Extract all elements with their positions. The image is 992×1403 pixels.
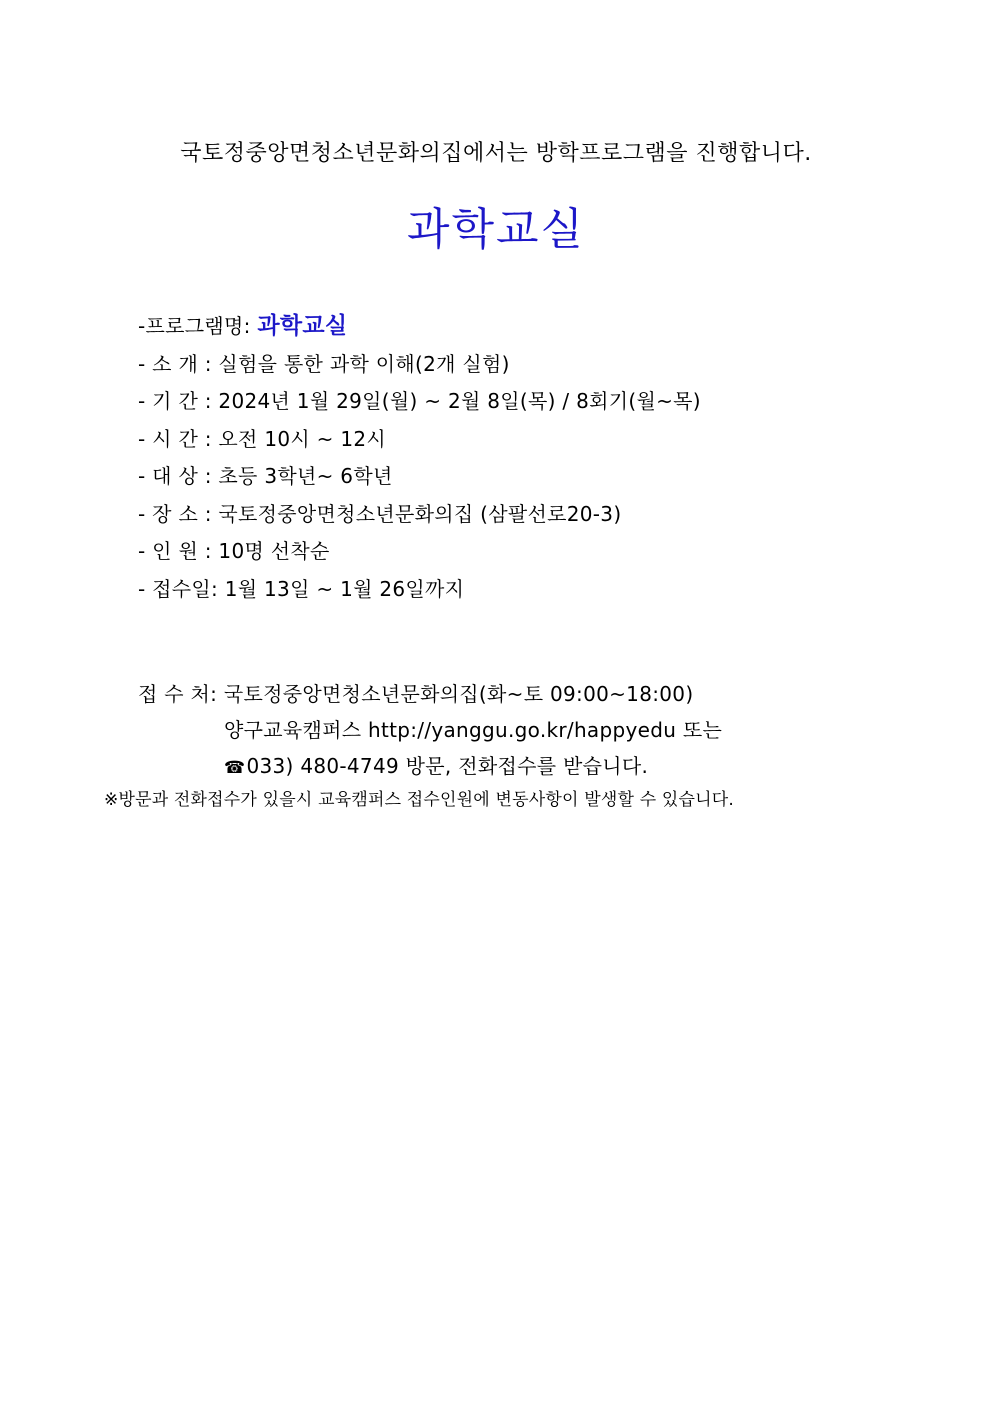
detail-capacity-row: - 인 원 : 10명 선착순 <box>138 539 330 563</box>
detail-place-row: - 장 소 : 국토정중앙면청소년문화의집 (삼팔선로20-3) <box>138 501 622 526</box>
detail-time-row: - 시 간 : 오전 10시 ~ 12시 <box>138 426 387 451</box>
page-title: 과학교실 <box>406 204 585 255</box>
contact-place-row: 접 수 처: 국토정중앙면청소년문화의집(화~토 09:00~18:00) <box>138 682 694 706</box>
detail-intro-row: - 소 개 : 실험을 통한 과학 이해(2개 실험) <box>138 351 510 376</box>
intro-text: 국토정중앙면청소년문화의집에서는 방학프로그램을 진행합니다. <box>180 141 812 166</box>
detail-period-row: - 기 간 : 2024년 1월 29일(월) ~ 2월 8일(목) / 8회기(월~목) <box>138 389 701 413</box>
contact-section <box>138 676 918 784</box>
program-name-row <box>138 308 898 346</box>
program-details <box>138 308 898 608</box>
program-name-label: -프로그램명: <box>138 314 258 338</box>
program-name-value: 과학교실 <box>257 313 348 339</box>
contact-phone-row <box>138 748 918 784</box>
notice-text: ※방문과 전화접수가 있을시 교육캠퍼스 접수인원에 변동사항이 발생할 수 있습니다. <box>104 790 735 810</box>
contact-phone-text: 033) 480-4749 방문, 전화접수를 받습니다. <box>246 754 649 778</box>
detail-registration-row: - 접수일: 1월 13일 ~ 1월 26일까지 <box>138 576 465 601</box>
telephone-icon: ☎ <box>224 758 246 778</box>
detail-target-row: - 대 상 : 초등 3학년~ 6학년 <box>138 464 393 488</box>
contact-web-row: 양구교육캠퍼스 http://yanggu.go.kr/happyedu 또는 <box>224 718 723 742</box>
